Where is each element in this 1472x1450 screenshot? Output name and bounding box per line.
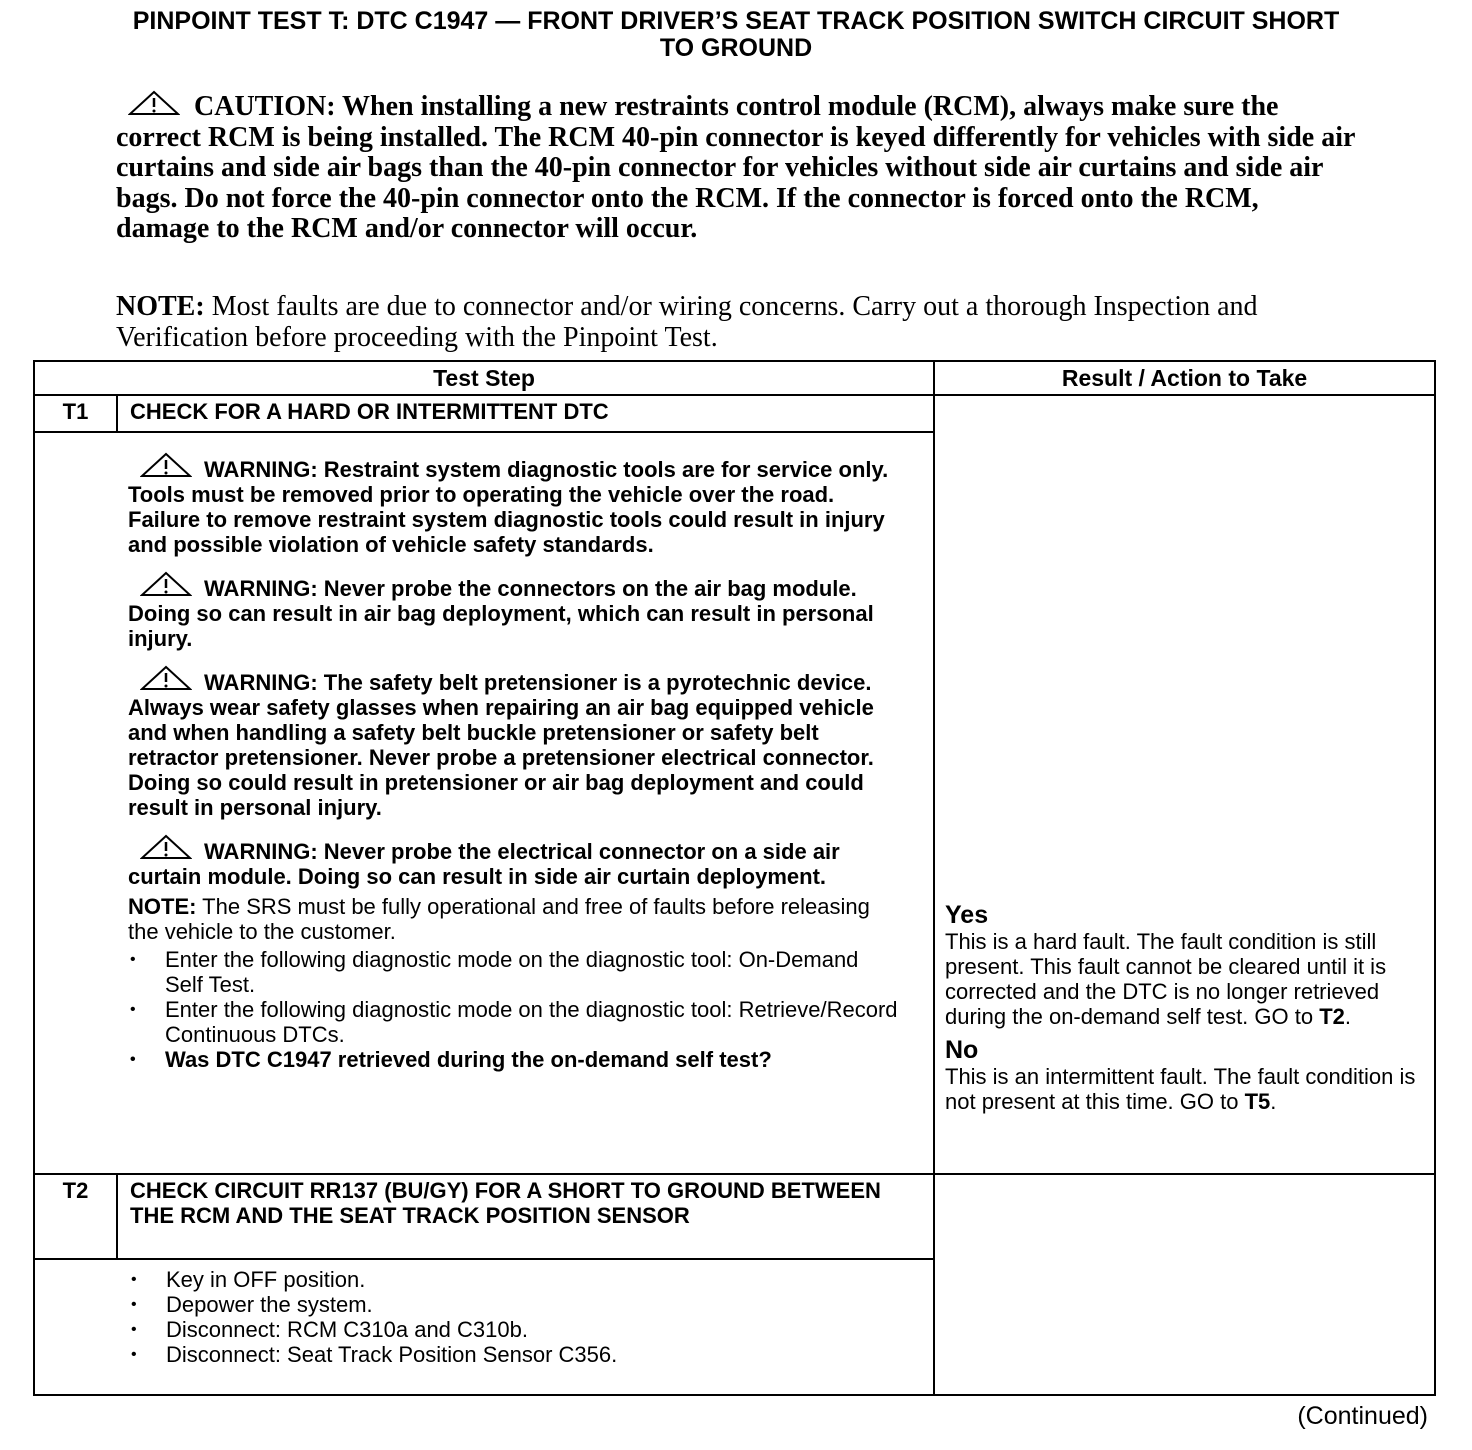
warning-1	[128, 452, 898, 557]
list-item: • Enter the following diagnostic mode on the diagnostic tool: Retrieve/Record Continuous DTCs.	[128, 997, 898, 1047]
step-title-t2: CHECK CIRCUIT RR137 (BU/GY) FOR A SHORT TO GROUND BETWEEN THE RCM AND THE SEAT TRACK POSITION SENSOR	[117, 1174, 934, 1259]
step-id-t1: T1	[34, 395, 117, 432]
warning-3	[128, 665, 898, 820]
no-label: No	[945, 1036, 979, 1064]
warning-triangle-icon	[128, 90, 180, 116]
page-title	[20, 8, 1452, 62]
step-title-t1: CHECK FOR A HARD OR INTERMITTENT DTC	[117, 395, 934, 432]
list-item: • Disconnect: Seat Track Position Sensor C356.	[129, 1342, 917, 1367]
t1-result	[945, 902, 1435, 1114]
no-goto-link[interactable]: T5	[1244, 1089, 1271, 1114]
t1-bullet-list	[128, 947, 898, 1072]
top-note-label: NOTE:	[116, 291, 205, 322]
caution-block	[116, 90, 1356, 245]
warning-text: WARNING: Never probe the connectors on the air bag module. Doing so can result in air bag deployment, which can result in personal injury.	[128, 576, 874, 651]
warning-2	[128, 571, 898, 651]
warning-4	[128, 834, 898, 889]
list-item: • Key in OFF position.	[129, 1267, 917, 1292]
yes-goto-link[interactable]: T2	[1319, 1004, 1345, 1029]
yes-label: Yes	[945, 901, 989, 929]
top-note-text: Most faults are due to connector and/or wiring concerns. Carry out a thorough Inspection and Verification before proceeding with the Pinpoint Test.	[116, 291, 1258, 353]
title-line-1: PINPOINT TEST T: DTC C1947 — FRONT DRIVER’S SEAT TRACK POSITION SWITCH CIRCUIT SHORT	[132, 7, 1340, 35]
title-line-2: TO GROUND	[659, 34, 813, 62]
column-header-test-step: Test Step	[34, 361, 934, 395]
warning-triangle-icon	[140, 452, 192, 478]
yes-text: This is a hard fault. The fault condition is still present. This fault cannot be cleared until it is corrected and the DTC is no longer retrieved during the on-demand self test. GO to	[945, 929, 1387, 1029]
t1-note	[128, 894, 898, 944]
note-label: NOTE:	[128, 894, 197, 919]
warning-text: WARNING: Restraint system diagnostic tools are for service only. Tools must be removed prior to operating the vehicle over the road. Failure to remove restraint system diagnostic tools could result in injury and possible violation of vehicle safety standards.	[128, 457, 889, 557]
step-id-t2: T2	[34, 1174, 117, 1259]
list-item: • Enter the following diagnostic mode on the diagnostic tool: On-Demand Self Test.	[128, 947, 898, 997]
yes-action: This is a hard fault. The fault condition is still present. This fault cannot be cleared until it is corrected and the DTC is no longer retrieved during the on-demand self test. GO to T2.	[945, 929, 1387, 1029]
list-item: • Was DTC C1947 retrieved during the on-demand self test?	[128, 1047, 898, 1072]
warning-triangle-icon	[140, 665, 192, 691]
warning-triangle-icon	[140, 571, 192, 597]
warning-triangle-icon	[140, 834, 192, 860]
step-content-t2	[34, 1259, 934, 1395]
continued-label: (Continued)	[1297, 1402, 1428, 1430]
warning-text: WARNING: Never probe the electrical connector on a side air curtain module. Doing so can result in side air curtain deployment.	[128, 839, 840, 889]
warning-text: WARNING: The safety belt pretensioner is a pyrotechnic device. Always wear safety glasses when repairing an air bag equipped vehicle and when handling a safety belt buckle pretensioner or safety belt retractor pretensioner. Never probe a pretensioner electrical connector. Doing so could result in pretensioner or air bag deployment and could result in personal injury.	[128, 670, 874, 820]
no-text: This is an intermittent fault. The fault condition is not present at this time. GO to	[945, 1064, 1416, 1114]
result-cell-t2	[934, 1174, 1435, 1395]
note-text: The SRS must be fully operational and free of faults before releasing the vehicle to the customer.	[128, 894, 870, 944]
top-note	[116, 291, 1316, 353]
list-item: • Disconnect: RCM C310a and C310b.	[129, 1317, 917, 1342]
column-header-result: Result / Action to Take	[934, 361, 1435, 395]
list-item: • Depower the system.	[129, 1292, 917, 1317]
t2-bullet-list	[129, 1267, 917, 1367]
caution-text: CAUTION: When installing a new restraints control module (RCM), always make sure the correct RCM is being installed. The RCM 40-pin connector is keyed differently for vehicles with side air curtains and side air bags than the 40-pin connector for vehicles without side air curtains and side air bags. Do not force the 40-pin connector onto the RCM. If the connector is forced onto the RCM, damage to the RCM and/or connector will occur.	[116, 91, 1355, 244]
t1-content-body	[128, 452, 898, 1072]
no-action: This is an intermittent fault. The fault condition is not present at this time. GO to T5.	[945, 1064, 1416, 1114]
